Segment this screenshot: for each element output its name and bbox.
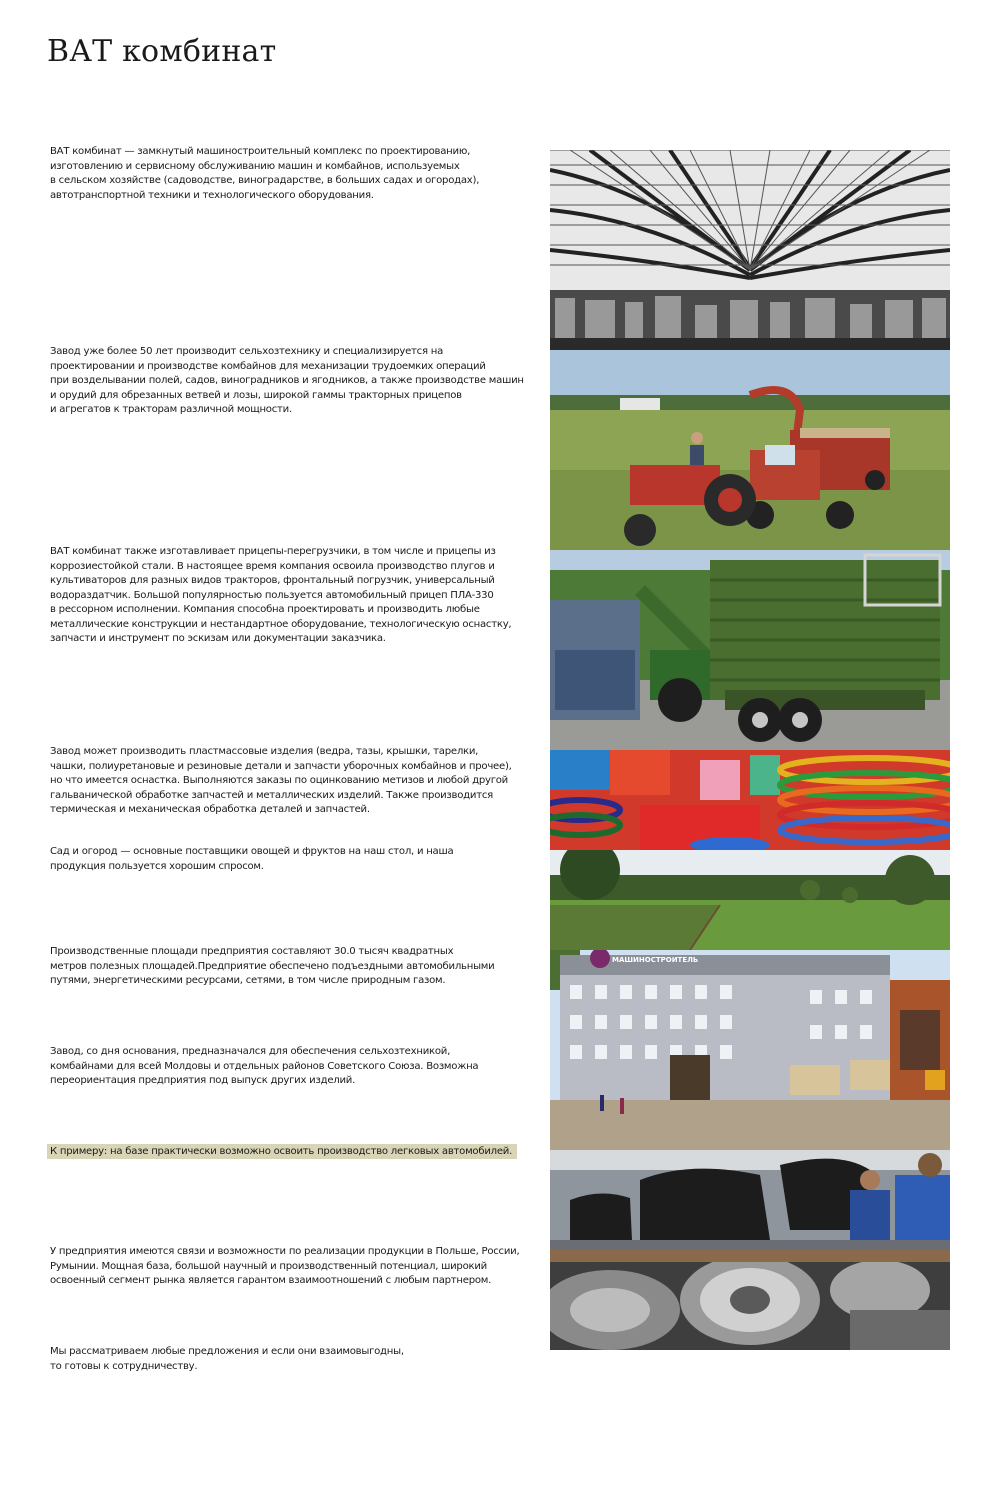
reorientation-paragraph: Завод, со дня основания, предназначался для обеспечения сельхозтехникой, комбайнами для всей Молдовы и отдельных районов Советского Союза. Возможна переориентация предприятия под выпуск других изделий. <box>50 1046 479 1086</box>
building-sign: МАШИНОСТРОИТЕЛЬ <box>612 956 699 964</box>
history-paragraph: Завод уже более 50 лет производит сельхозтехнику и специализируется на проектировании и производстве комбайнов для механизации трудоемких операций при возделывании полей, садов, виноградников и ягодников, а также производстве машин и орудий для обрезанных ветвей и лозы, широкой гаммы тракторных прицепов и агрегатов к тракторам различной мощности. <box>50 346 524 415</box>
green-trailer-photo <box>550 550 950 750</box>
facilities-paragraph: Производственные площади предприятия составляют 30.0 тысяч квадратных метров полезных площадей.Предприятие обеспечено подъездными автомобильными путями, энергетическими ресурсами, сетями, в том числе природным газом. <box>50 946 495 986</box>
tractor-field-photo <box>550 350 950 550</box>
highlighted-text: К примеру: на базе практически возможно освоить производство легковых автомобилей. <box>47 1144 517 1159</box>
intro-paragraph: ВАТ комбинат — замкнутый машиностроительный комплекс по проектированию, изготовлению и сервисному обслуживанию машин и комбайнов, используемых в сельском хозяйстве (садоводстве, виноградарстве, в больших садах и огородах), автотранспортной техники и технологического оборудования. <box>50 146 480 201</box>
trailers-paragraph: ВАТ комбинат также изготавливает прицепы-перегрузчики, в том числе и прицепы из коррозиестойкой стали. В настоящее время компания освоила производство плугов и культиваторов для разных видов тракторов, фронтальный погрузчик, универсальный водораздатчик. Большой популярностью пользуется автомобильный прицеп ПЛА-330 в рессорном исполнении. Компания способна проектировать и производить любые металлические конструкции и нестандартное оборудование, технологическую оснастку, запчасти и инструмент по эскизам или документации заказчика. <box>50 546 512 644</box>
car-assembly-photo <box>550 1150 950 1250</box>
plastic-products-photo <box>550 750 950 850</box>
garden-paragraph: Сад и огород — основные поставщики овощей и фруктов на наш стол, и наша продукция пользуется хорошим спросом. <box>50 846 454 872</box>
engine-parts-photo <box>550 1250 950 1350</box>
markets-paragraph: У предприятия имеются связи и возможности по реализации продукции в Польше, России, Румынии. Мощная база, большой научный и производственный потенциал, широкий освоенный сегмент рынка является гарантом взаимоотношений с любым партнером. <box>50 1246 520 1286</box>
closing-paragraph: Мы рассматриваем любые предложения и если они взаимовыгодны, то готовы к сотрудничеству. <box>50 1346 404 1372</box>
factory-building-photo <box>550 950 950 1150</box>
plastics-paragraph: Завод может производить пластмассовые изделия (ведра, тазы, крышки, тарелки, чашки, полиуретановые и резиновые детали и запчасти уборочных комбайнов и прочее), но что имеется оснастка. Выполняются заказы по оцинкованию метизов и любой другой гальванической обработке запчастей и металлических изделий. Также производится термическая и механическая обработка деталей и запчастей. <box>50 746 512 815</box>
garden-photo <box>550 850 950 950</box>
factory-hall-photo <box>550 150 950 350</box>
example-paragraph <box>50 1145 536 1160</box>
page-title: ВАТ комбинат <box>47 34 277 69</box>
